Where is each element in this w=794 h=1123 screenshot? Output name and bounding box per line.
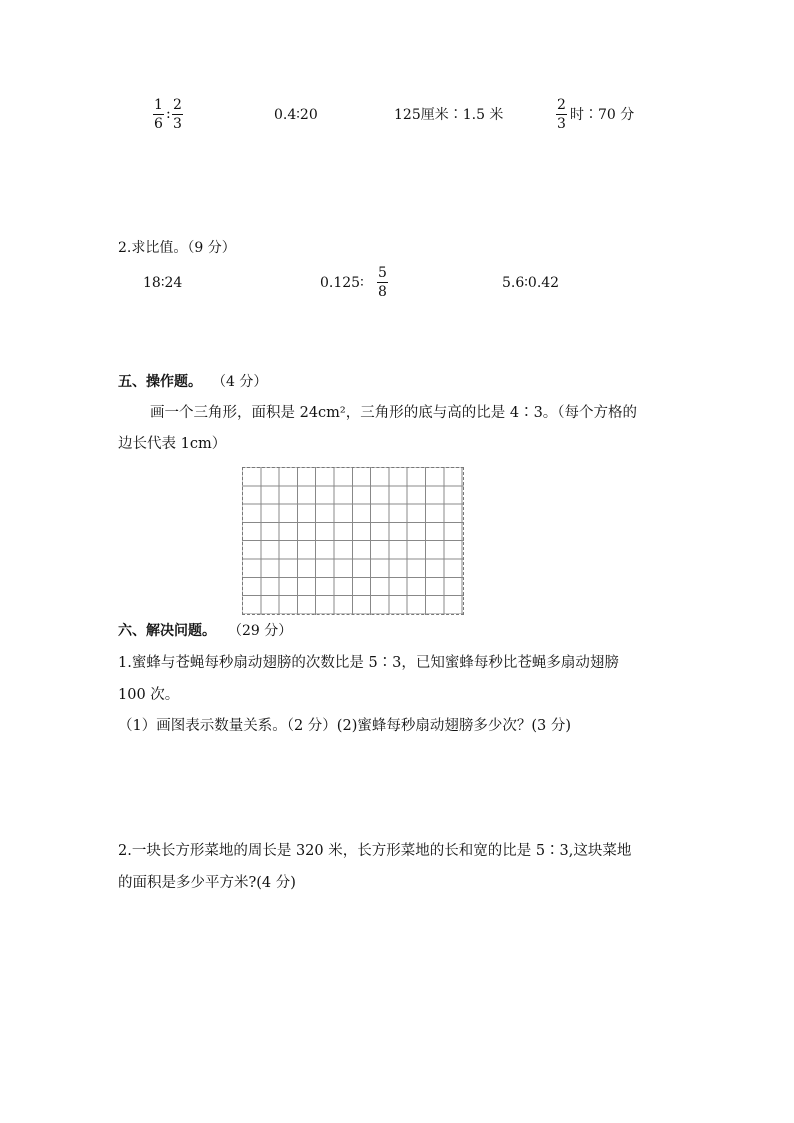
- section-6-score: （29 分）: [228, 623, 293, 639]
- problem-1-line-1: 1.蜜蜂与苍蝇每秒扇动翅膀的次数比是 5∶3，已知蜜蜂每秒比苍蝇多扇动翅膀: [118, 655, 619, 671]
- question-2-title: 2.求比值。（9 分）: [118, 240, 236, 256]
- fraction-5-8: 5 8: [378, 265, 387, 300]
- drawing-grid[interactable]: [242, 467, 464, 615]
- section-6-heading: 六、解决问题。: [118, 623, 216, 639]
- ratio-item-3: 125厘米∶1.5 米: [394, 107, 504, 123]
- section-5-prompt-line-2: 边长代表 1cm）: [118, 436, 227, 452]
- section-5-heading: 五、操作题。: [118, 374, 202, 390]
- ratio-value-item-1: 18∶24: [143, 275, 183, 291]
- fraction-2-3: 2 3: [173, 97, 182, 132]
- problem-1-line-2: 100 次。: [118, 687, 180, 703]
- section-5-score: （4 分）: [212, 374, 268, 390]
- problem-1-subquestions: （1）画图表示数量关系。（2 分）(2)蜜蜂每秒扇动翅膀多少次？(3 分): [118, 718, 571, 734]
- problem-2-line-2: 的面积是多少平方米?(4 分): [118, 875, 296, 891]
- fraction-1-6: 1 6: [154, 97, 163, 132]
- fraction-2-3-hours: 2 3: [557, 97, 566, 132]
- ratio-item-2: 0.4∶20: [274, 107, 318, 123]
- section-5-prompt-line-1: 画一个三角形，面积是 24cm²，三角形的底与高的比是 4∶3。（每个方格的: [150, 405, 638, 421]
- problem-2-line-1: 2.一块长方形菜地的周长是 320 米，长方形菜地的长和宽的比是 5∶3,这块菜地: [118, 843, 632, 859]
- ratio-value-item-3: 5.6∶0.42: [502, 275, 560, 291]
